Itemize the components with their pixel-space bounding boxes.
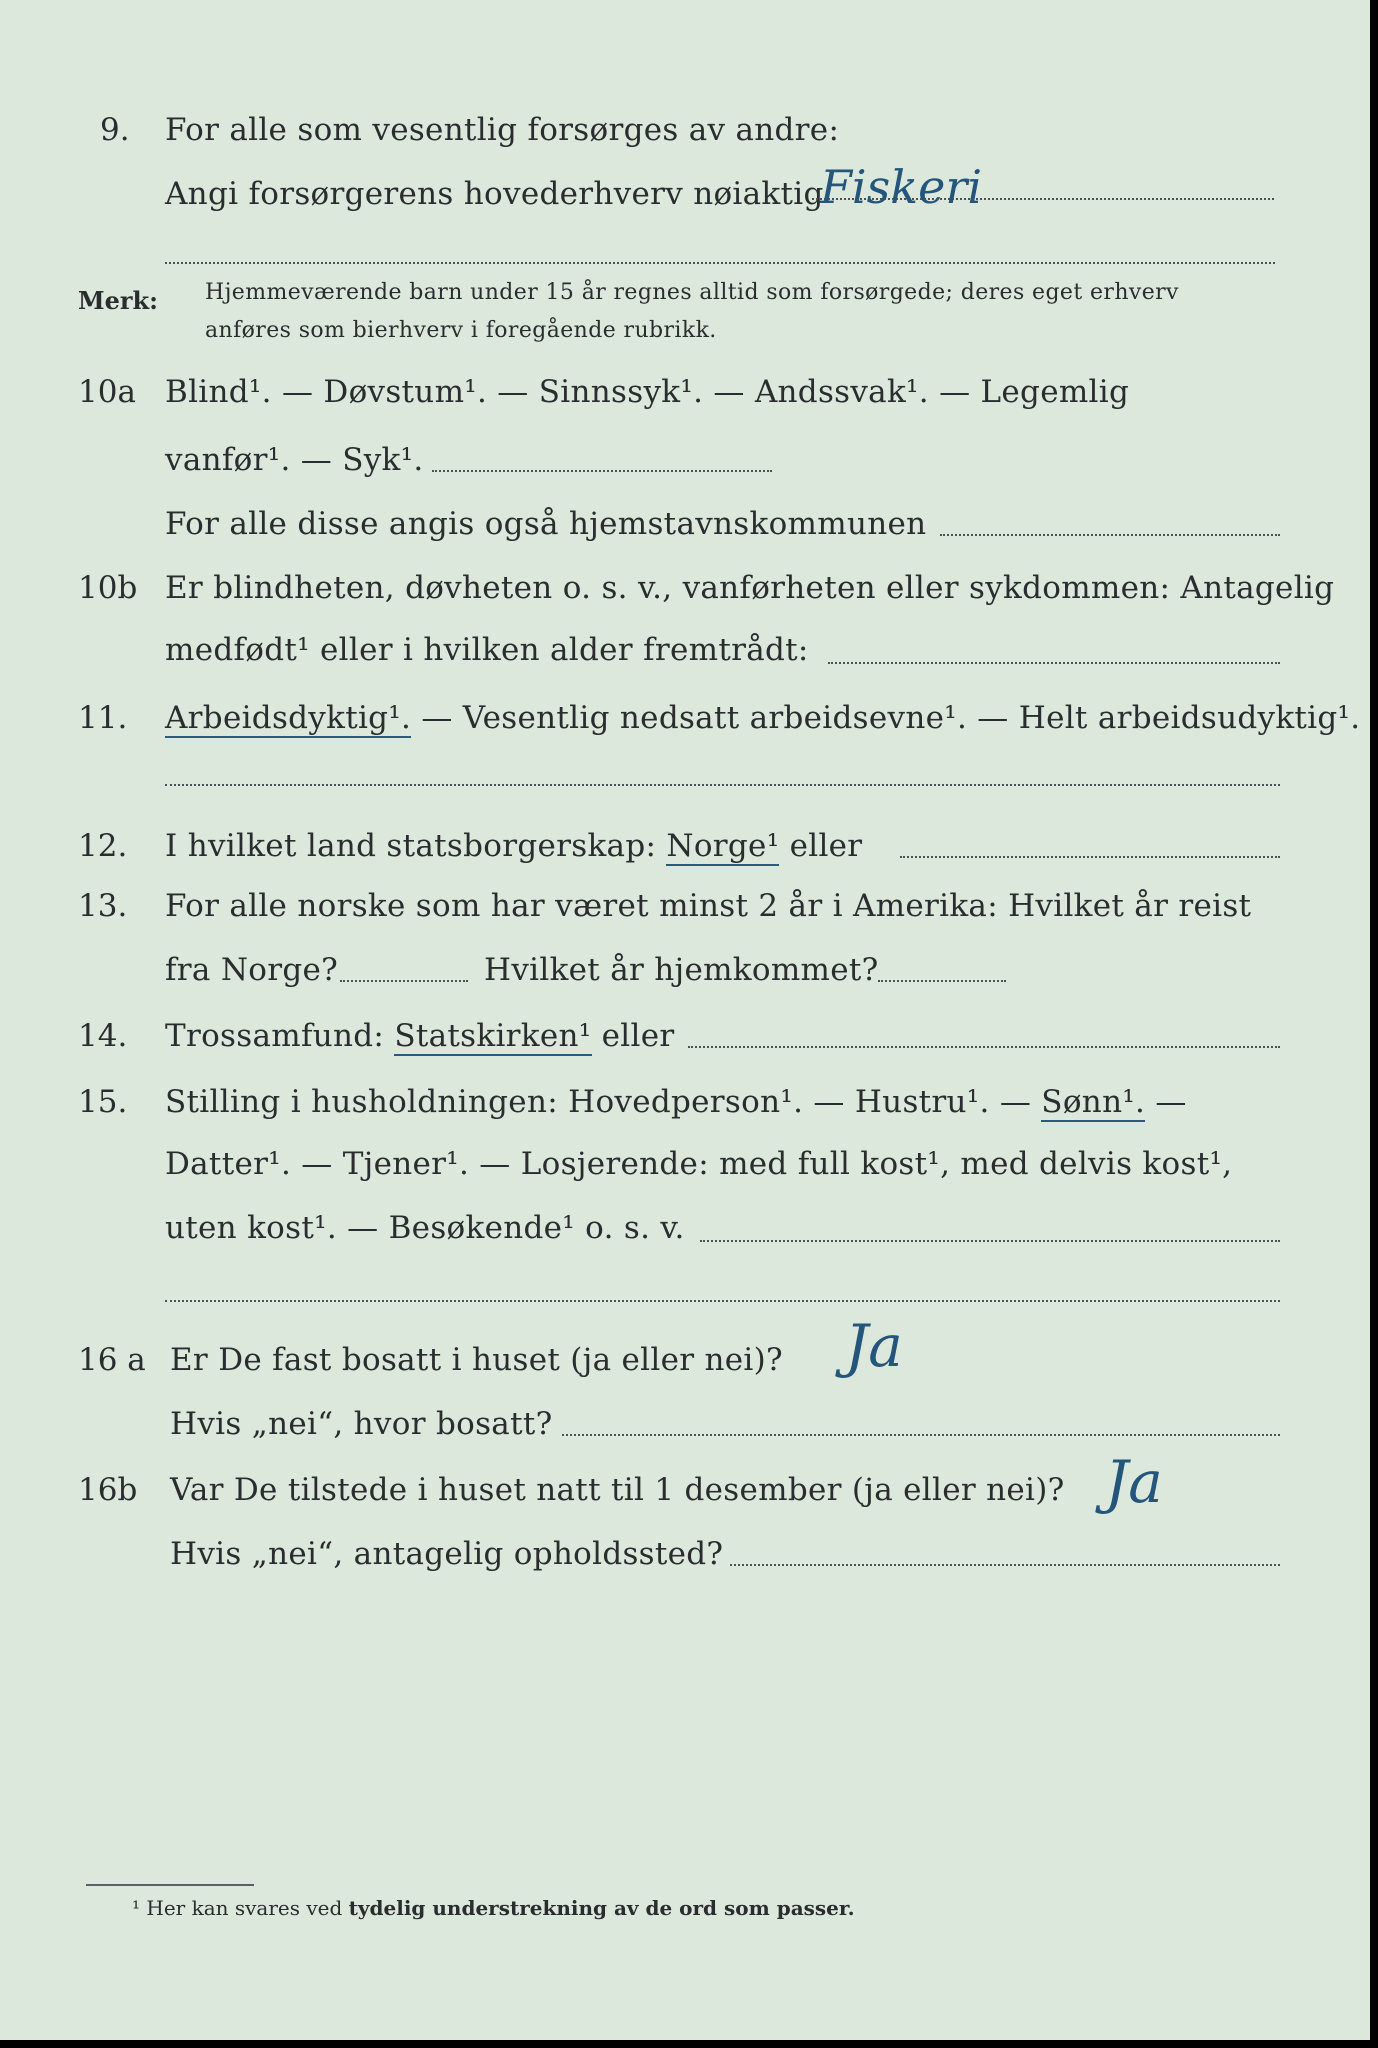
q10b-number: 10b bbox=[78, 570, 138, 606]
q15-line1-text: Stilling i husholdningen: Hovedperson¹. — Hustru¹. — bbox=[165, 1084, 1032, 1120]
q15-answer-line bbox=[700, 1240, 1280, 1242]
merk-line1: Hjemmeværende barn under 15 år regnes alltid som forsørgede; deres eget erhverv bbox=[205, 280, 1179, 305]
q11-options bbox=[165, 700, 1360, 736]
q12-number: 12. bbox=[78, 828, 128, 864]
q10a-line2: vanfør¹. — Syk¹. bbox=[165, 442, 424, 478]
q10b-answer-line bbox=[828, 662, 1280, 664]
q16b-handwritten-answer: Ja bbox=[1105, 1448, 1163, 1516]
q11-number: 11. bbox=[78, 700, 128, 736]
q15-number: 15. bbox=[78, 1084, 128, 1120]
q15-selected-option: Sønn¹. bbox=[1041, 1084, 1146, 1120]
q13-hjemkommet-line bbox=[878, 980, 1006, 982]
q13-number: 13. bbox=[78, 888, 128, 924]
q12-answer-line bbox=[900, 856, 1280, 858]
footnote-rule bbox=[86, 1884, 254, 1886]
q15-line1 bbox=[165, 1084, 1187, 1120]
q10a-syk-line bbox=[432, 470, 772, 472]
footnote-mark: ¹ bbox=[132, 1896, 141, 1920]
q12-selected-option: Norge¹ bbox=[666, 828, 780, 864]
merk-line2: anføres som bierhverv i foregående rubrikk. bbox=[205, 318, 717, 343]
q16a-line1: Er De fast bosatt i huset (ja eller nei)? bbox=[170, 1342, 783, 1378]
q16a-line2: Hvis „nei“, hvor bosatt? bbox=[170, 1406, 553, 1442]
q11-other-options: — Vesentlig nedsatt arbeidsevne¹. — Helt arbeidsudyktig¹. bbox=[411, 700, 1361, 736]
q11-extra-line bbox=[165, 784, 1280, 786]
merk-label: Merk: bbox=[78, 286, 158, 315]
q13-reist-line bbox=[340, 980, 468, 982]
q14-selected-option: Statskirken¹ bbox=[394, 1018, 592, 1054]
q16b-line2: Hvis „nei“, antagelig opholdssted? bbox=[170, 1536, 724, 1572]
q15-extra-line bbox=[165, 1300, 1280, 1302]
q10b-line1: Er blindheten, døvheten o. s. v., vanførheten eller sykdommen: Antagelig bbox=[165, 570, 1335, 606]
q15-line2: Datter¹. — Tjener¹. — Losjerende: med full kost¹, med delvis kost¹, bbox=[165, 1146, 1233, 1182]
q9-handwritten-answer: Fiskeri bbox=[820, 160, 983, 214]
q9-extra-line bbox=[165, 262, 1275, 264]
q15-line1-dash: — bbox=[1155, 1084, 1187, 1120]
q14-number: 14. bbox=[78, 1018, 128, 1054]
q9-line1: For alle som vesentlig forsørges av andre: bbox=[165, 112, 840, 148]
q14-question: Trossamfund: bbox=[165, 1018, 385, 1054]
q10a-number: 10a bbox=[78, 374, 136, 410]
q14-line bbox=[165, 1018, 675, 1054]
q16b-number: 16b bbox=[78, 1472, 138, 1508]
footnote-text: Her kan svares ved bbox=[146, 1896, 343, 1920]
q14-eller: eller bbox=[601, 1018, 675, 1054]
q16b-opholdssted-line bbox=[730, 1564, 1280, 1566]
q9-line2: Angi forsørgerens hovederhverv nøiaktig bbox=[165, 176, 824, 212]
q12-question: I hvilket land statsborgerskap: bbox=[165, 828, 657, 864]
q13-line1: For alle norske som har været minst 2 år i Amerika: Hvilket år reist bbox=[165, 888, 1252, 924]
q11-selected-option: Arbeidsdyktig¹. bbox=[165, 700, 412, 736]
q9-number: 9. bbox=[100, 112, 130, 148]
q14-answer-line bbox=[688, 1046, 1280, 1048]
footnote bbox=[132, 1896, 855, 1920]
q16a-handwritten-answer: Ja bbox=[845, 1312, 903, 1380]
q12-eller: eller bbox=[789, 828, 863, 864]
q13-line2a: fra Norge? bbox=[165, 952, 339, 988]
footnote-bold-text: tydelig understrekning av de ord som passer. bbox=[348, 1896, 855, 1920]
q13-line2b: Hvilket år hjemkommet? bbox=[484, 952, 879, 988]
q10a-line1: Blind¹. — Døvstum¹. — Sinnssyk¹. — Andssvak¹. — Legemlig bbox=[165, 374, 1130, 410]
q15-line3: uten kost¹. — Besøkende¹ o. s. v. bbox=[165, 1210, 685, 1246]
q16a-number: 16 a bbox=[78, 1342, 146, 1378]
q10a-kommune-line bbox=[940, 534, 1280, 536]
q10a-line3: For alle disse angis også hjemstavnskommunen bbox=[165, 506, 927, 542]
q9-answer-line bbox=[812, 198, 1274, 200]
q16b-line1: Var De tilstede i huset natt til 1 desember (ja eller nei)? bbox=[170, 1472, 1065, 1508]
q10b-line2: medfødt¹ eller i hvilken alder fremtrådt: bbox=[165, 632, 809, 668]
q16a-bosatt-line bbox=[562, 1434, 1280, 1436]
q12-line bbox=[165, 828, 862, 864]
